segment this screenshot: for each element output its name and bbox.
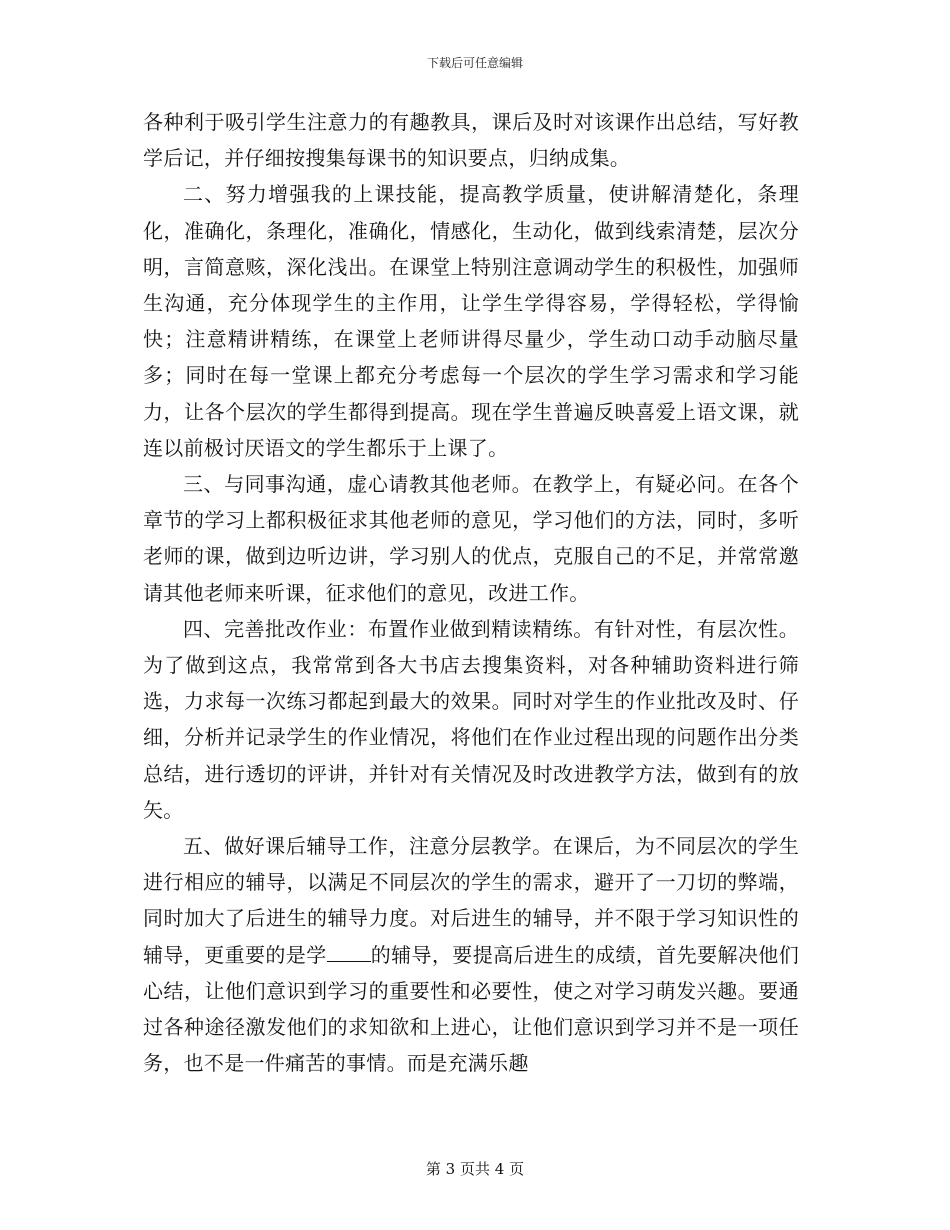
- paragraph-continuation: 各种利于吸引学生注意力的有趣教具，课后及时对该课作出总结，写好教学后记，并仔细按搜集每课书的知识要点，归纳成集。: [143, 110, 799, 171]
- paragraph-section-5-part-2: 的辅导，要提高后进生的成绩，首先要解决他们心结，让他们意识到学习的重要性和必要性，使之对学习萌发兴趣。要通过各种途径激发他们的求知欲和上进心，让他们意识到学习并不是一项任务，也不是一件痛苦的事情。而是充满乐趣: [143, 942, 799, 1076]
- paragraph-section-5-part-1: 五、做好课后辅导工作，注意分层教学。在课后，为不同层次的学生进行相应的辅导，以满足不同层次的学生的需求，避开了一刀切的弊端，同时加大了后进生的辅导力度。对后进生的辅导，并不限于学习知识性的辅导，更重要的是学: [143, 834, 799, 967]
- paragraph-section-2: 二、努力增强我的上课技能，提高教学质量，使讲解清楚化，条理化，准确化，条理化，准确化，情感化，生动化，做到线索清楚，层次分明，言简意赅，深化浅出。在课堂上特别注意调动学生的积极性，加强师生沟通，充分体现学生的主作用，让学生学得容易，学得轻松，学得愉快；注意精讲精练，在课堂上老师讲得尽量少，学生动口动手动脑尽量多；同时在每一堂课上都充分考虑每一个层次的学生学习需求和学习能力，让各个层次的学生都得到提高。现在学生普遍反映喜爱上语文课，就连以前极讨厌语文的学生都乐于上课了。: [143, 182, 799, 460]
- document-body: [143, 104, 799, 1081]
- fill-in-blank: [327, 941, 371, 962]
- paragraph-section-3: 三、与同事沟通，虚心请教其他老师。在教学上，有疑必问。在各个章节的学习上都积极征求其他老师的意见，学习他们的方法，同时，多听老师的课，做到边听边讲，学习别人的优点，克服自己的不足，并常常邀请其他老师来听课，征求他们的意见，改进工作。: [143, 472, 799, 605]
- page-header: 下载后可任意编辑: [426, 56, 523, 70]
- paragraph-section-5: [143, 828, 799, 1081]
- paragraph-section-4: 四、完善批改作业：布置作业做到精读精练。有针对性，有层次性。为了做到这点，我常常到各大书店去搜集资料，对各种辅助资料进行筛选，力求每一次练习都起到最大的效果。同时对学生的作业批改及时、仔细，分析并记录学生的作业情况，将他们在作业过程出现的问题作出分类总结，进行透切的评讲，并针对有关情况及时改进教学方法，做到有的放矢。: [143, 616, 799, 822]
- page-number-footer: 第 3 页共 4 页: [425, 1160, 525, 1178]
